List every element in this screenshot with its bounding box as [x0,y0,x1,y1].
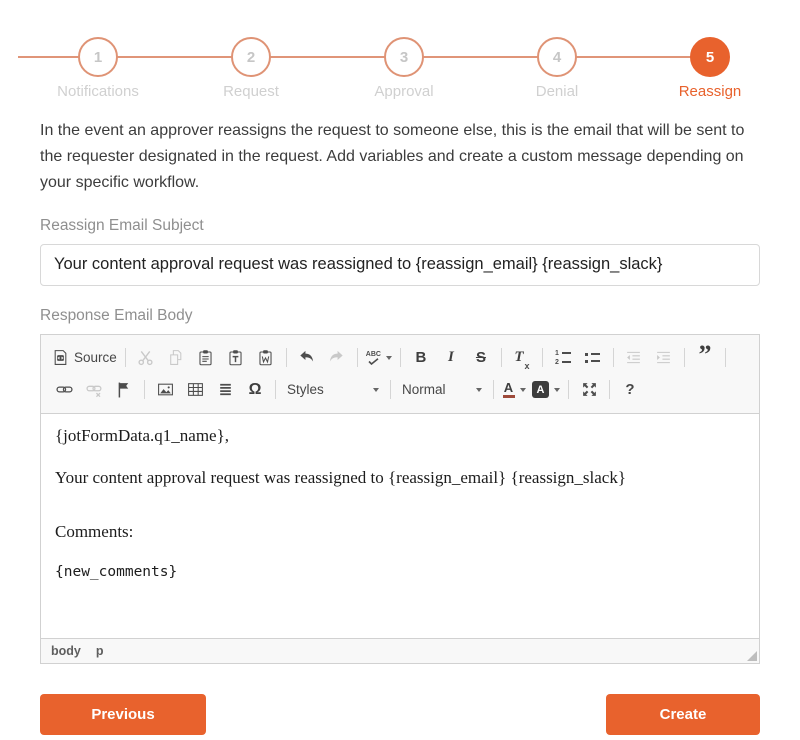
maximize-button[interactable] [574,377,604,403]
paste-button[interactable] [191,345,221,371]
copy-button [161,345,191,371]
bulleted-list-button[interactable] [578,345,608,371]
scissors-icon [137,349,154,366]
toolbar-separator [609,380,610,399]
redo-button [322,345,352,371]
source-button-label: Source [74,350,117,366]
about-help-button[interactable] [615,377,645,403]
horizontal-lines-icon [217,381,234,398]
text-color-icon: A [503,381,515,398]
image-button[interactable] [150,377,180,403]
decrease-indent-button [619,345,649,371]
strikethrough-button[interactable] [466,345,496,371]
editor-content-area[interactable] [41,414,759,638]
paste-icon [197,349,214,366]
styles-dropdown-label: Styles [287,382,324,398]
blockquote-icon: ” [698,339,712,369]
subject-input[interactable] [40,244,760,286]
paragraph-format-dropdown[interactable] [396,377,488,403]
toolbar-separator [400,348,401,367]
numbered-list-button[interactable] [548,345,578,371]
intro-text: In the event an approver reassigns the request to someone else, this is the email that will be sent to the requester designated in the request. Add variables and create a custom message depending on your specific workflow. [40,122,745,191]
toolbar-separator [725,348,726,367]
copy-icon [167,349,184,366]
increase-indent-button [649,345,679,371]
editor-line: Your content approval request was reassigned to {reassign_email} {reassign_slack} [55,467,626,487]
step-request[interactable] [191,37,311,100]
toolbar-separator [493,380,494,399]
horizontal-rule-button[interactable] [210,377,240,403]
omega-icon: Ω [248,380,262,398]
numbered-list-icon: 1 2 [555,351,571,365]
chevron-down-icon [520,388,526,392]
cut-button [131,345,161,371]
editor-line: Comments: [55,521,134,541]
source-button[interactable] [49,345,120,371]
unlink-icon [86,381,103,398]
toolbar-separator [684,348,685,367]
italic-icon: I [448,349,454,366]
redo-icon [328,349,345,366]
toolbar-separator [542,348,543,367]
step-label: Notifications [57,83,139,100]
toolbar-row-1 [49,339,751,374]
question-mark-icon: ? [625,381,635,399]
table-icon [187,381,204,398]
flag-icon [116,381,133,398]
toolbar-separator [125,348,126,367]
special-character-button[interactable] [240,377,270,403]
bulleted-list-icon [585,353,600,363]
step-notifications[interactable] [38,37,158,100]
anchor-button[interactable] [109,377,139,403]
link-icon [56,381,73,398]
editor-line: {jotFormData.q1_name}, [55,425,230,445]
remove-format-button[interactable]: T x [514,349,530,371]
toolbar-separator [390,380,391,399]
step-label: Reassign [678,83,742,100]
remove-format-icon: T [514,349,524,366]
toolbar-row-2 [49,374,751,406]
step-label: Approval [374,83,434,100]
image-icon [157,381,174,398]
step-denial[interactable] [497,37,617,100]
body-label: Response Email Body [40,306,193,324]
paste-text-icon [227,349,244,366]
maximize-icon [581,381,598,398]
toolbar-separator [144,380,145,399]
link-button[interactable] [49,377,79,403]
undo-icon [298,349,315,366]
strikethrough-icon: S [475,349,486,367]
element-path-bar [41,638,759,663]
step-reassign-active[interactable] [650,37,770,100]
editor-line-variable: {new_comments} [55,563,178,580]
previous-button[interactable]: Previous [40,694,206,735]
decrease-indent-icon [625,349,642,366]
bold-button[interactable] [406,345,436,371]
chevron-down-icon [476,388,482,392]
chevron-down-icon [386,356,392,360]
italic-button[interactable] [436,345,466,371]
step-circle: 5 [690,37,730,77]
blockquote-button[interactable] [690,339,720,371]
subject-label: Reassign Email Subject [40,216,204,234]
undo-button[interactable] [292,345,322,371]
editor-toolbar [41,335,759,414]
table-button[interactable] [180,377,210,403]
step-approval[interactable] [344,37,464,100]
background-color-icon: A [532,381,549,398]
increase-indent-icon [655,349,672,366]
path-body-element[interactable]: body [51,643,81,658]
create-button[interactable]: Create [606,694,760,735]
spellcheck-button[interactable] [363,345,395,371]
format-dropdown-label: Normal [402,382,446,398]
resize-handle[interactable] [747,651,757,661]
step-circle: 3 [384,37,424,77]
step-circle: 2 [231,37,271,77]
step-circle: 1 [78,37,118,77]
toolbar-separator [275,380,276,399]
styles-dropdown[interactable] [281,377,385,403]
step-circle: 4 [537,37,577,77]
wizard-stepper [0,0,800,102]
spellcheck-icon: ABC [366,351,381,365]
rich-text-editor [40,334,760,664]
paste-word-icon [257,349,274,366]
editor-blank-line [55,510,745,522]
footer-actions [40,694,760,735]
toolbar-separator [501,348,502,367]
chevron-down-icon [373,388,379,392]
subject-field [40,217,760,286]
toolbar-separator [357,348,358,367]
body-field [40,307,760,664]
toolbar-separator [568,380,569,399]
chevron-down-icon [554,388,560,392]
background-color-button[interactable] [529,377,563,403]
path-p-element[interactable]: p [95,643,104,658]
step-label: Denial [535,83,579,100]
paste-plain-text-button[interactable] [221,345,251,371]
paste-from-word-button[interactable] [251,345,281,371]
step-label: Request [223,83,279,100]
toolbar-separator [286,348,287,367]
bold-icon: B [415,349,427,367]
text-color-button[interactable] [499,377,529,403]
unlink-button [79,377,109,403]
source-icon [52,349,69,366]
toolbar-separator [613,348,614,367]
